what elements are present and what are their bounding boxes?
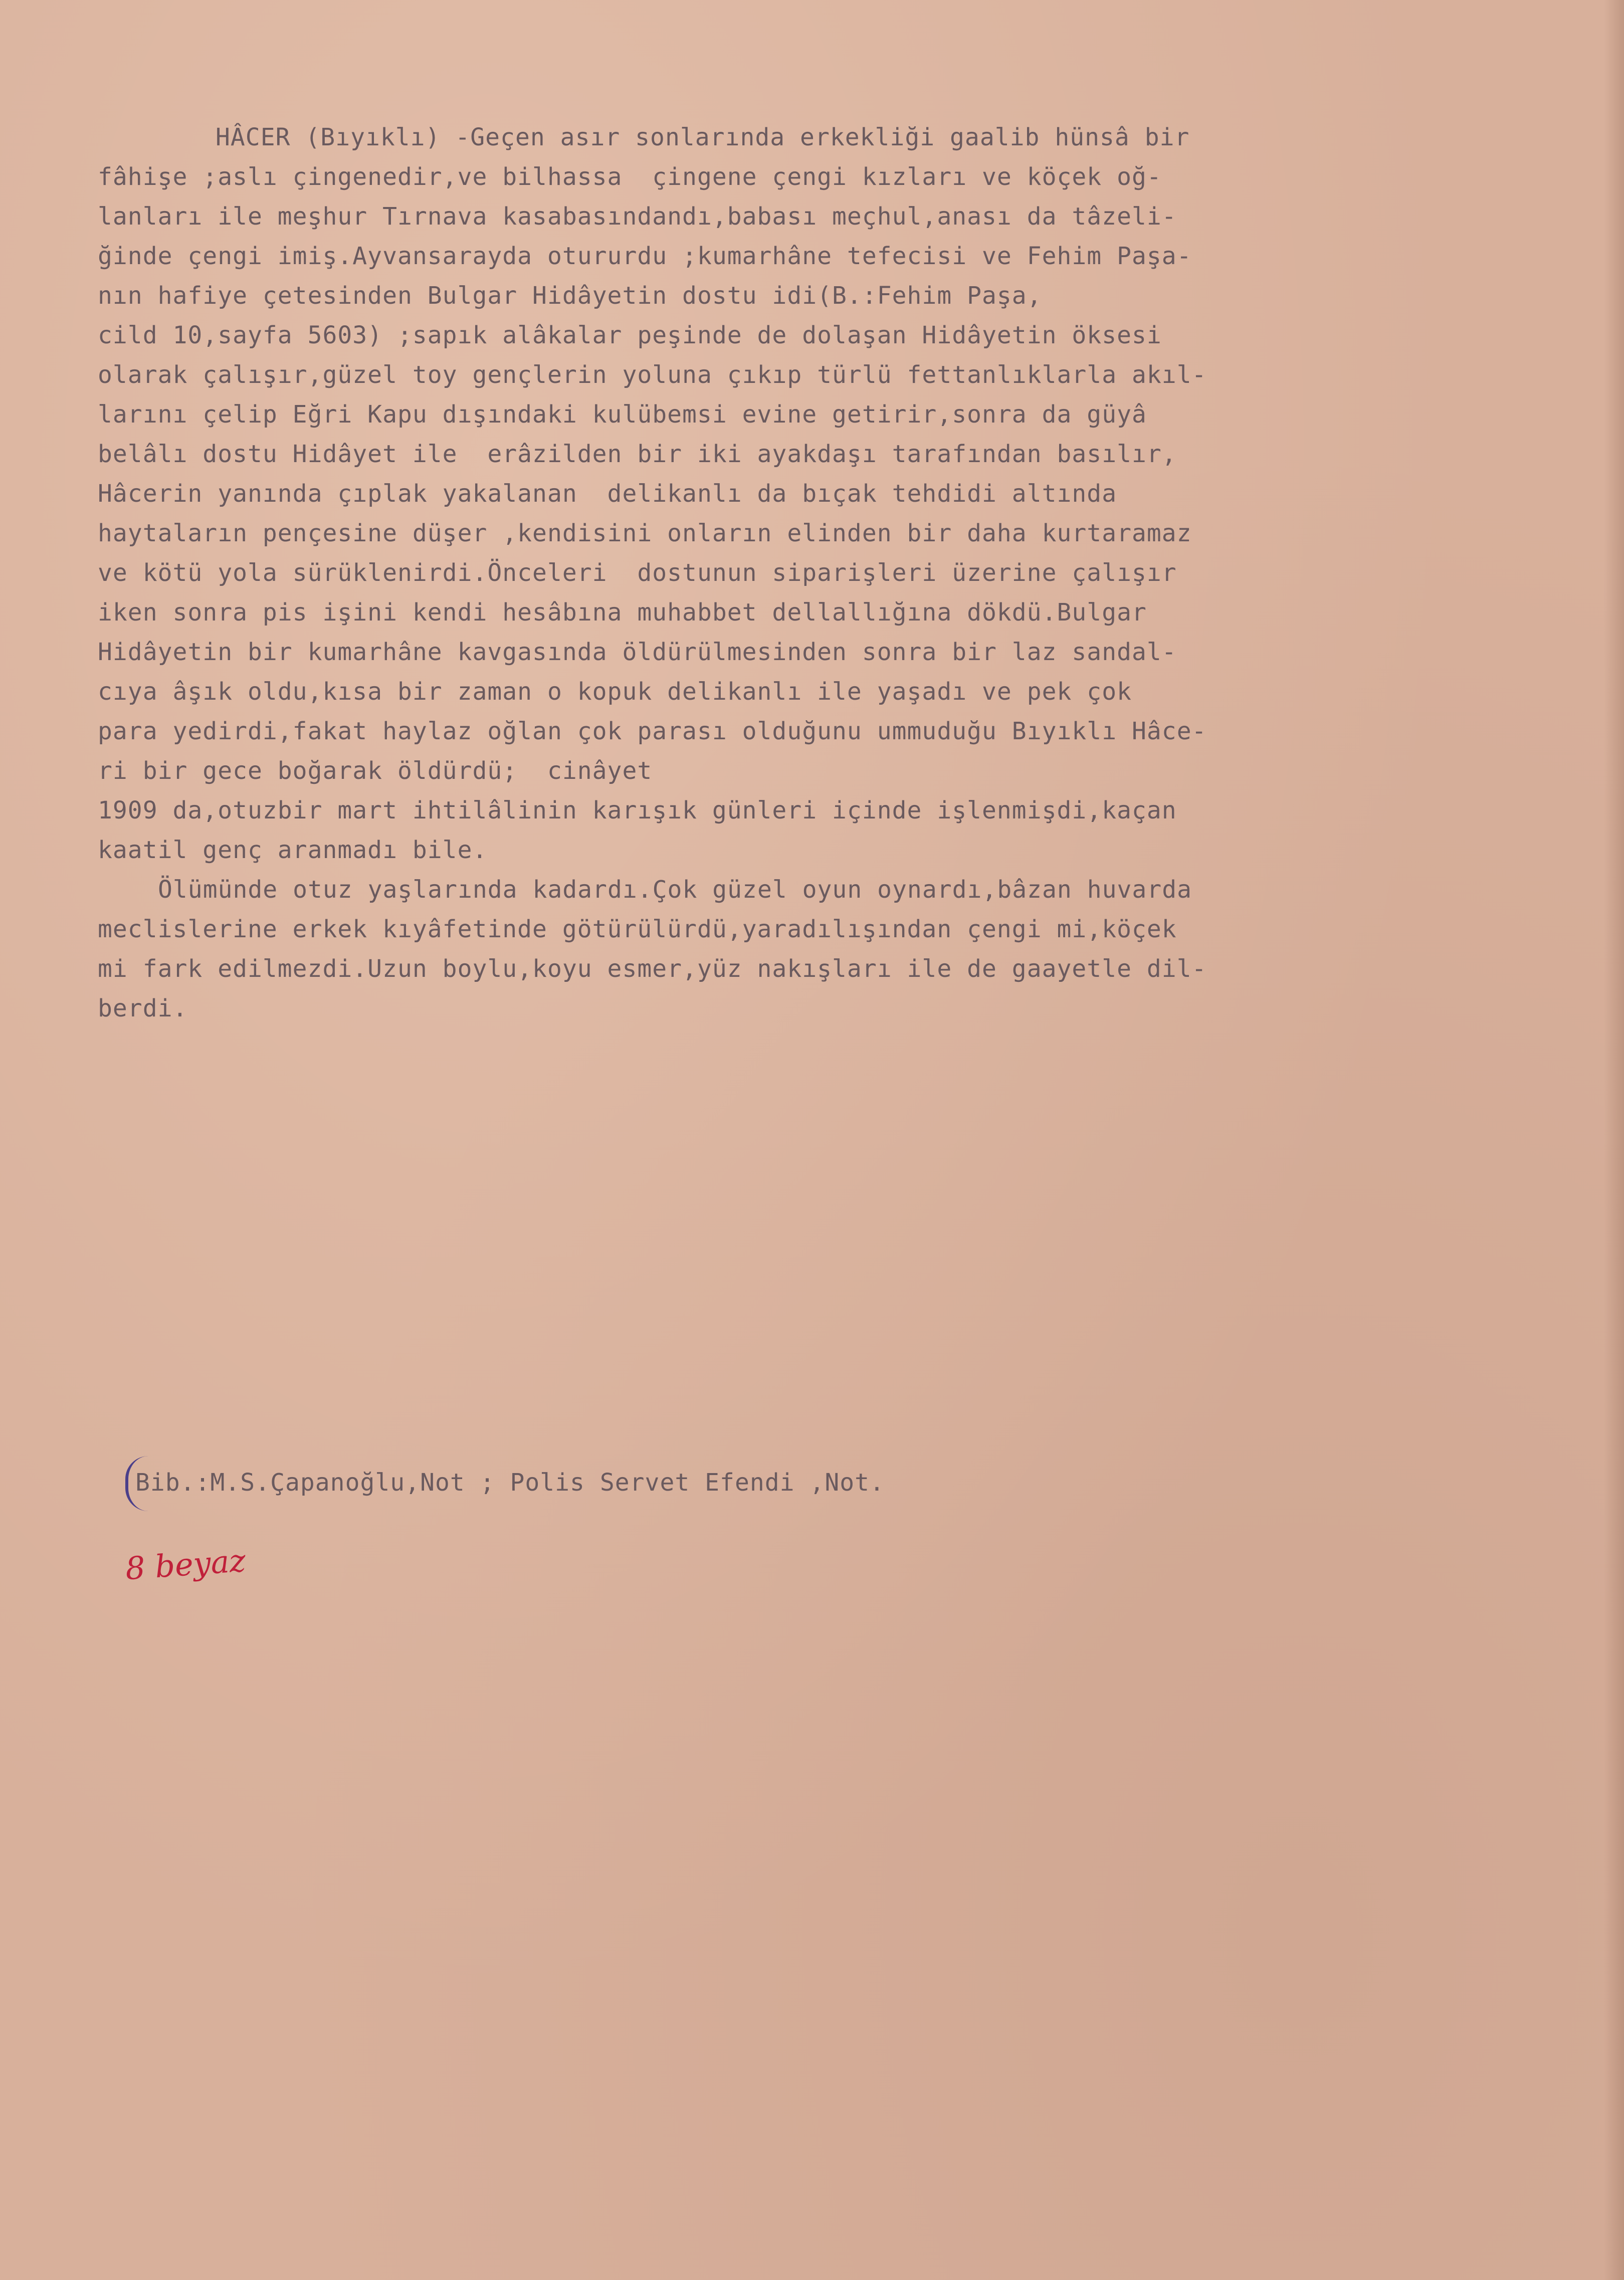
text-line: nın hafiye çetesinden Bulgar Hidâyetin dostu idi(B.:Fehim Paşa,: [98, 282, 1042, 310]
text-line: para yedirdi,fakat haylaz oğlan çok parası olduğunu ummuduğu Bıyıklı Hâce-: [98, 717, 1207, 745]
bibliography-line: Bib.:M.S.Çapanoğlu,Not ; Polis Servet Efendi ,Not.: [135, 1469, 885, 1497]
text-line: Ölümünde otuz yaşlarında kadardı.Çok güzel oyun oynardı,bâzan huvarda: [158, 876, 1192, 904]
handwritten-note: 8 beyaz: [124, 1542, 247, 1587]
text-line: mi fark edilmezdi.Uzun boylu,koyu esmer,yüz nakışları ile de gaayetle dil-: [98, 955, 1207, 983]
text-line: ve kötü yola sürüklenirdi.Önceleri dostunun siparişleri üzerine çalışır: [98, 559, 1177, 587]
typewritten-text: [98, 118, 1601, 1028]
text-line: haytaların pençesine düşer ,kendisini onların elinden bir daha kurtaramaz: [98, 519, 1192, 547]
text-line: cıya âşık oldu,kısa bir zaman o kopuk delikanlı ile yaşadı ve pek çok: [98, 678, 1132, 706]
text-line: belâlı dostu Hidâyet ile erâzilden bir iki ayakdaşı tarafından basılır,: [98, 440, 1177, 468]
text-line: cild 10,sayfa 5603) ;sapık alâkalar peşinde de dolaşan Hidâyetin öksesi: [98, 321, 1162, 349]
text-line: Hidâyetin bir kumarhâne kavgasında öldürülmesinden sonra bir laz sandal-: [98, 638, 1177, 666]
text-line: iken sonra pis işini kendi hesâbına muhabbet dellallığına dökdü.Bulgar: [98, 598, 1147, 627]
text-line: fâhişe ;aslı çingenedir,ve bilhassa çingene çengi kızları ve köçek oğ-: [98, 163, 1162, 191]
text-line: lanları ile meşhur Tırnava kasabasındandı,babası meçhul,anası da tâzeli-: [98, 202, 1177, 231]
paper-edge-shadow: [1604, 0, 1624, 2280]
text-line: kaatil genç aranmadı bile.: [98, 836, 488, 864]
text-line: berdi.: [98, 994, 188, 1022]
text-line: larını çelip Eğri Kapu dışındaki kulübemsi evine getirir,sonra da güyâ: [98, 400, 1147, 429]
text-line: meclislerine erkek kıyâfetinde götürülürdü,yaradılışından çengi mi,köçek: [98, 915, 1177, 943]
text-line: ğinde çengi imiş.Ayvansarayda otururdu ;kumarhâne tefecisi ve Fehim Paşa-: [98, 242, 1192, 270]
text-line: Hâcerin yanında çıplak yakalanan delikanlı da bıçak tehdidi altında: [98, 480, 1117, 508]
text-line: 1909 da,otuzbir mart ihtilâlinin karışık günleri içinde işlenmişdi,kaçan: [98, 796, 1177, 824]
text-line: HÂCER (Bıyıklı) -Geçen asır sonlarında erkekliği gaalib hünsâ bir: [216, 123, 1190, 151]
text-line: olarak çalışır,güzel toy gençlerin yoluna çıkıp türlü fettanlıklarla akıl-: [98, 361, 1207, 389]
text-line: ri bir gece boğarak öldürdü; cinâyet: [98, 757, 653, 785]
